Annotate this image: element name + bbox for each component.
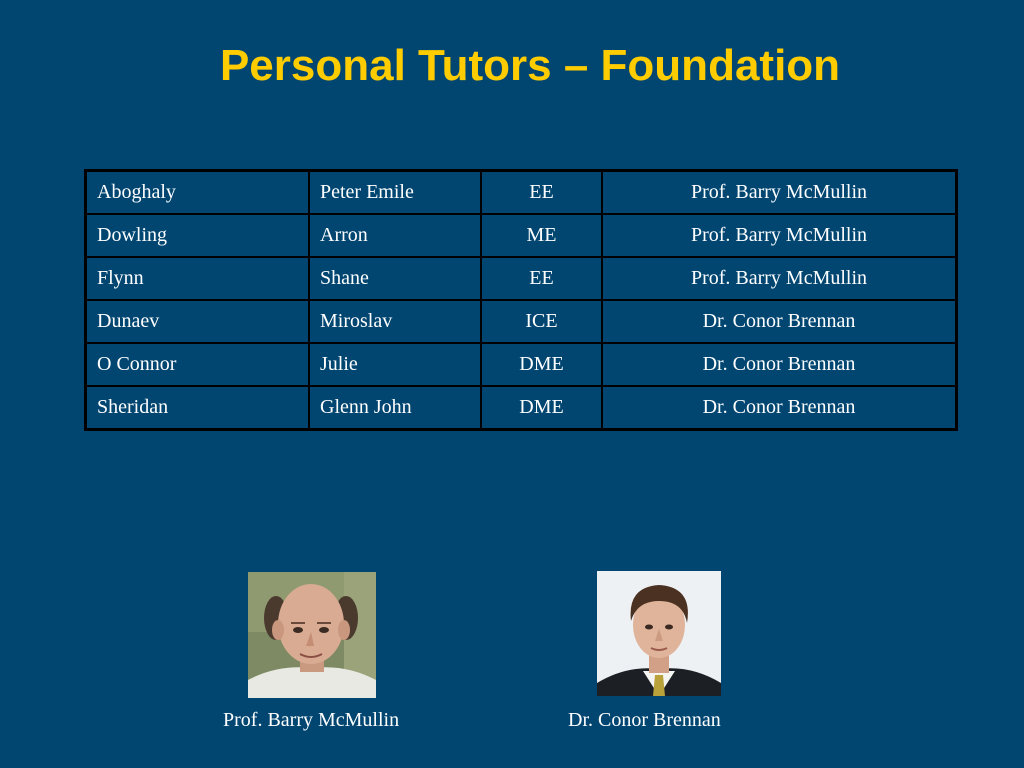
table-row xyxy=(86,386,957,430)
first-name-cell: Arron xyxy=(309,214,481,257)
portrait-illustration xyxy=(597,571,721,696)
programme-cell: ICE xyxy=(481,300,602,343)
tutor-cell: Dr. Conor Brennan xyxy=(602,343,957,386)
first-name-cell: Miroslav xyxy=(309,300,481,343)
tutor-cell: Dr. Conor Brennan xyxy=(602,300,957,343)
caption-mcmullin: Prof. Barry McMullin xyxy=(223,709,400,731)
first-name-cell: Peter Emile xyxy=(309,171,481,215)
surname-cell: O Connor xyxy=(86,343,310,386)
slide-title: Personal Tutors – Foundation xyxy=(219,41,841,90)
programme-cell: EE xyxy=(481,257,602,300)
table-row xyxy=(86,300,957,343)
tutor-cell: Prof. Barry McMullin xyxy=(602,171,957,215)
tutor-assignment-table xyxy=(84,169,958,431)
programme-cell: DME xyxy=(481,343,602,386)
programme-cell: ME xyxy=(481,214,602,257)
tutor-cell: Prof. Barry McMullin xyxy=(602,214,957,257)
caption-brennan: Dr. Conor Brennan xyxy=(568,709,721,731)
programme-cell: DME xyxy=(481,386,602,430)
surname-cell: Aboghaly xyxy=(86,171,310,215)
first-name-cell: Glenn John xyxy=(309,386,481,430)
portrait-illustration xyxy=(248,572,376,698)
surname-cell: Flynn xyxy=(86,257,310,300)
first-name-cell: Julie xyxy=(309,343,481,386)
table-row xyxy=(86,214,957,257)
first-name-cell: Shane xyxy=(309,257,481,300)
programme-cell: EE xyxy=(481,171,602,215)
tutor-cell: Dr. Conor Brennan xyxy=(602,386,957,430)
surname-cell: Dunaev xyxy=(86,300,310,343)
surname-cell: Sheridan xyxy=(86,386,310,430)
tutor-photo-brennan xyxy=(597,571,721,696)
table-row xyxy=(86,171,957,215)
table-row xyxy=(86,343,957,386)
surname-cell: Dowling xyxy=(86,214,310,257)
tutor-photo-mcmullin xyxy=(248,572,376,698)
table-row xyxy=(86,257,957,300)
tutor-cell: Prof. Barry McMullin xyxy=(602,257,957,300)
